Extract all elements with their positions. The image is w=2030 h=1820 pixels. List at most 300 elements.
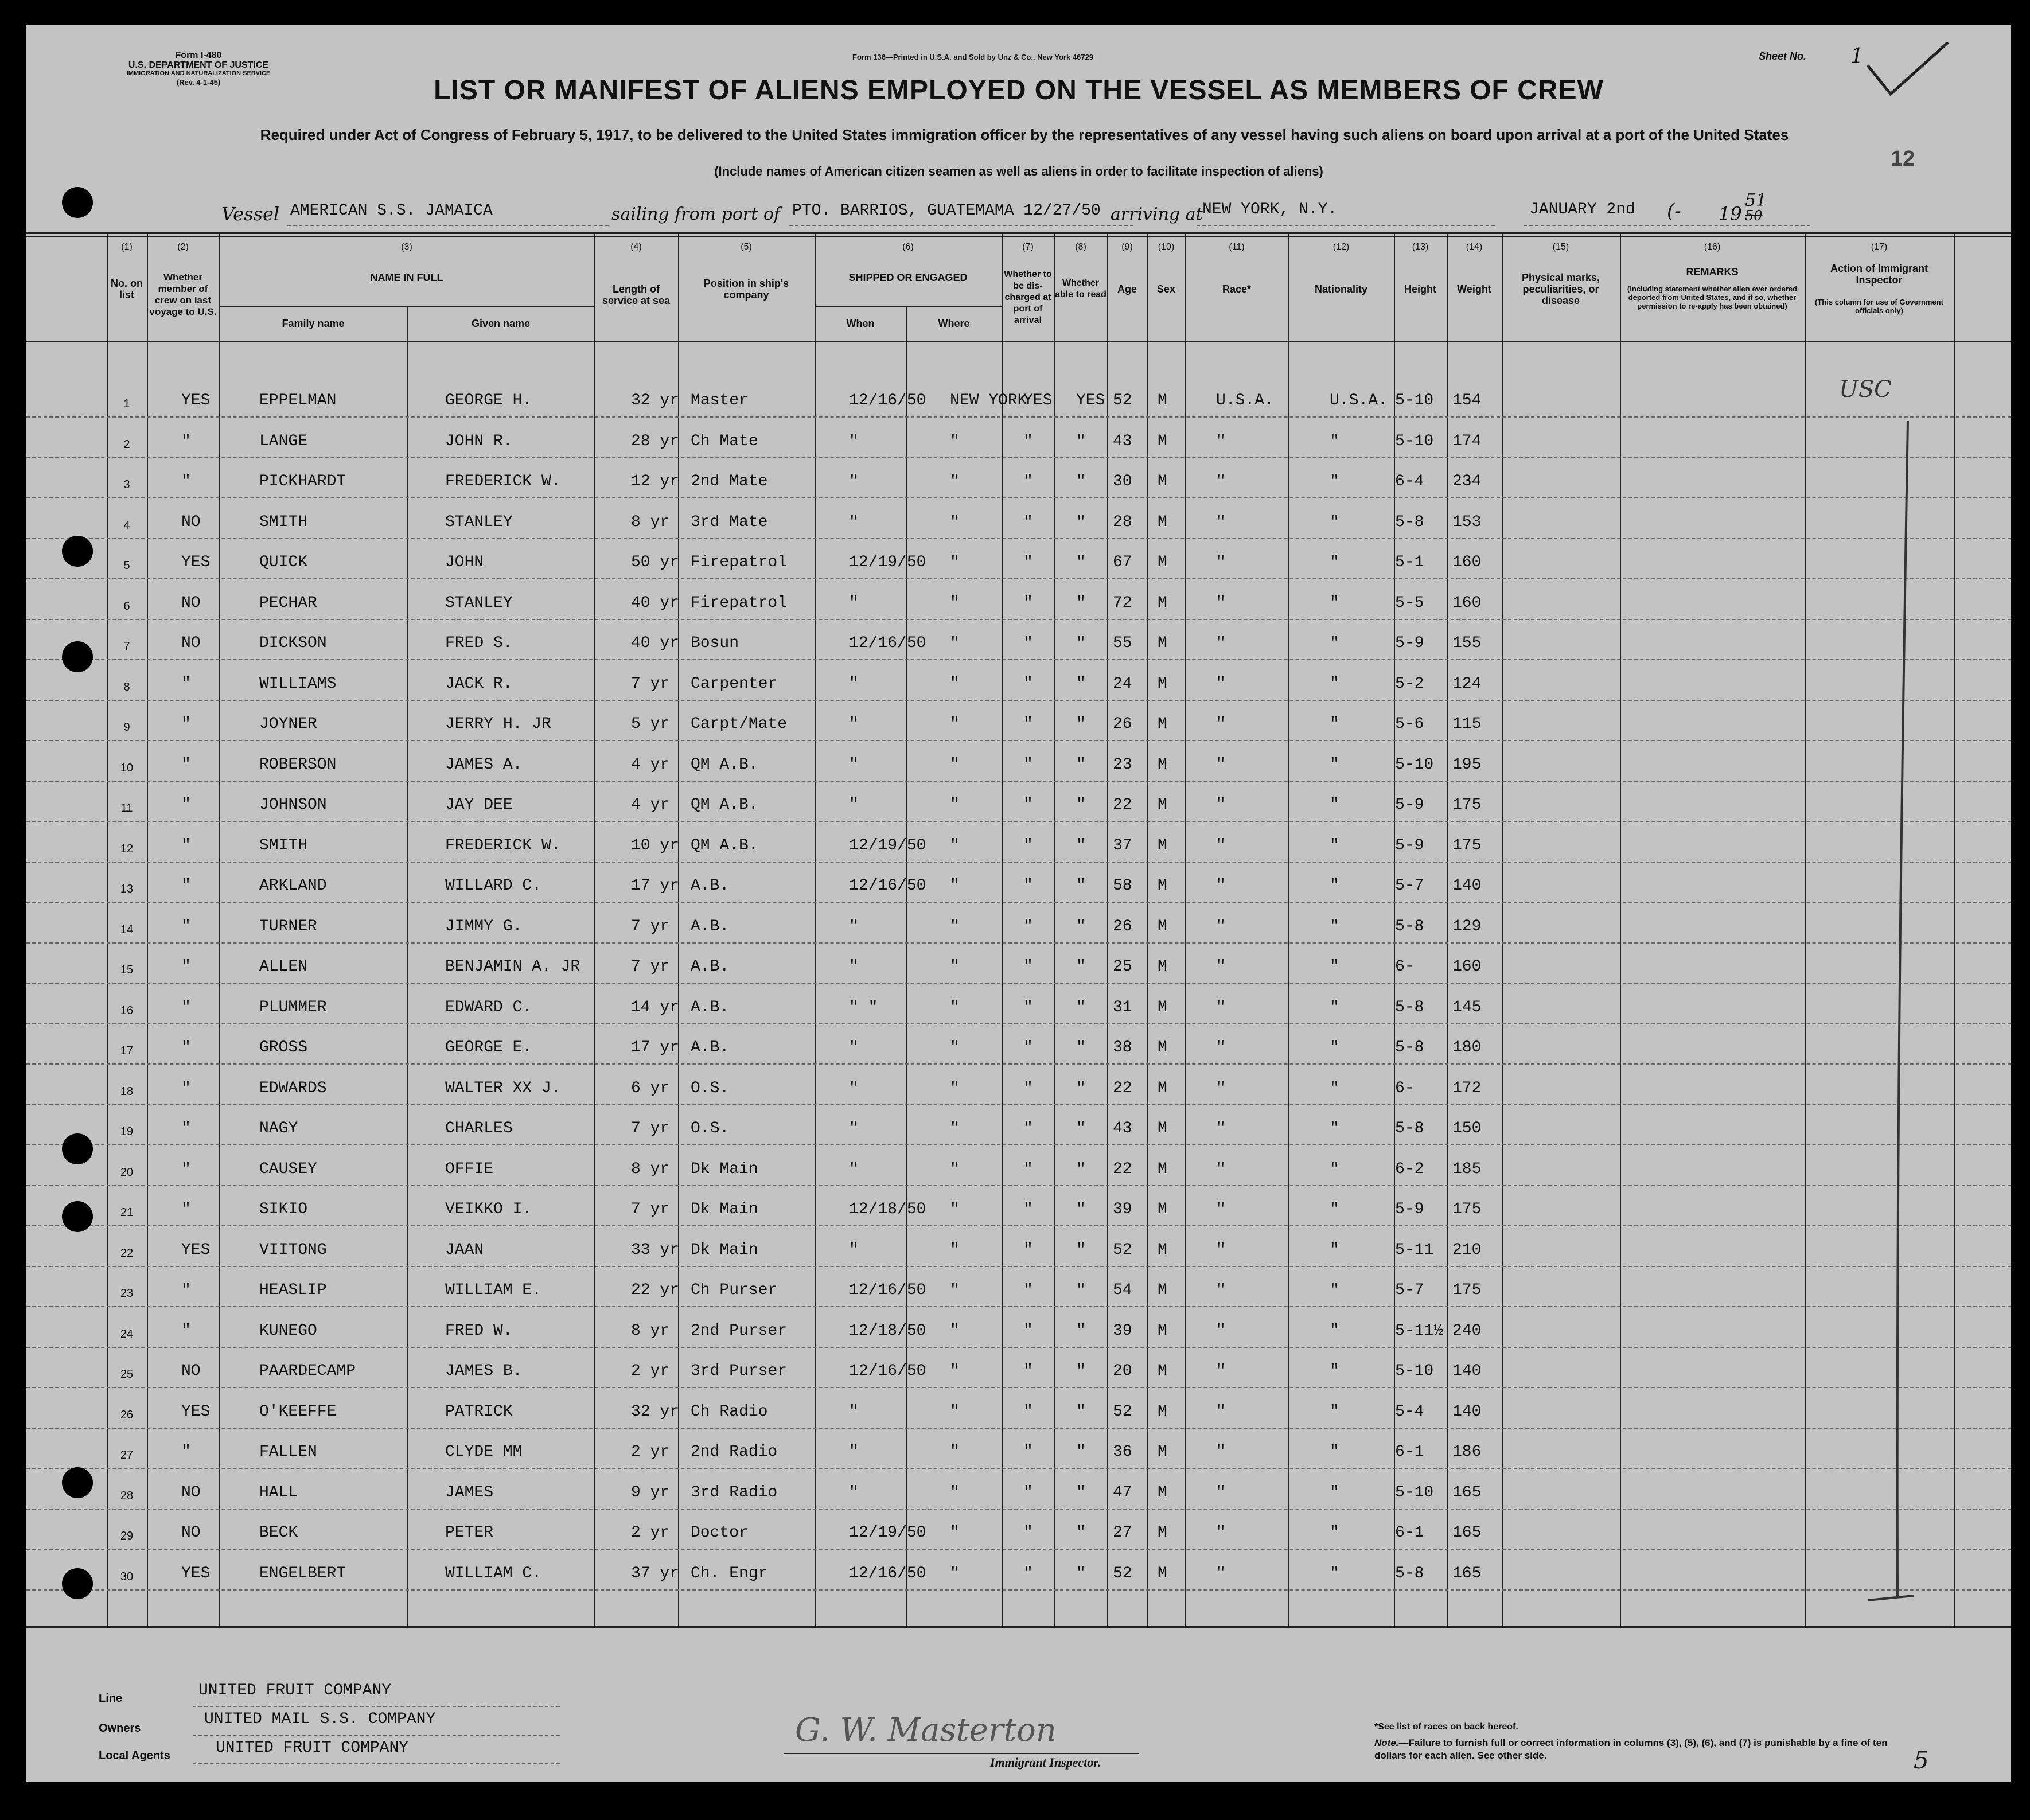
cell-when: 12/18/50	[849, 1322, 926, 1340]
cell-race: "	[1216, 513, 1226, 531]
cell-family: GROSS	[259, 1039, 308, 1057]
cell-race: "	[1216, 917, 1226, 936]
cell-weight: 115	[1452, 715, 1482, 733]
cell-height: 5-9	[1395, 836, 1424, 855]
cell-weight: 234	[1452, 473, 1482, 490]
cell-when: 12/16/50	[849, 1362, 926, 1380]
cell-race: "	[1216, 473, 1226, 490]
cell-nat: "	[1330, 1322, 1339, 1340]
vessel-underline	[287, 225, 609, 226]
cell-sex: M	[1158, 473, 1167, 490]
cell-when: 12/19/50	[849, 1524, 926, 1542]
row-rule	[26, 538, 2011, 539]
row-rule	[26, 942, 2011, 944]
cell-weight: 124	[1452, 675, 1482, 693]
cell-sex: M	[1158, 877, 1167, 895]
cell-family: EPPELMAN	[259, 392, 337, 410]
row-rule	[26, 1023, 2011, 1024]
cell-age: 72	[1113, 594, 1132, 612]
owners-underline	[193, 1735, 560, 1736]
cell-service: 8 yr	[631, 1322, 670, 1340]
row-rule	[26, 983, 2011, 984]
cell-no: 24	[120, 1327, 134, 1340]
cell-nat: "	[1330, 998, 1339, 1016]
cell-position: Master	[691, 392, 749, 410]
cell-race: "	[1216, 634, 1226, 652]
cell-nat: "	[1330, 1079, 1339, 1097]
cell-no: 11	[120, 802, 133, 814]
cell-age: 67	[1113, 554, 1132, 571]
row-rule	[26, 1185, 2011, 1186]
cell-height: 6-1	[1395, 1524, 1424, 1542]
cell-family: ALLEN	[259, 958, 308, 976]
cell-sex: M	[1158, 1443, 1167, 1461]
cell-when: "	[849, 1039, 859, 1057]
cell-no: 22	[120, 1246, 134, 1260]
cell-where: "	[950, 715, 960, 733]
cell-given: JOHN R.	[445, 432, 513, 450]
cell-height: 6-1	[1395, 1443, 1424, 1461]
cell-given: WILLIAM E.	[445, 1281, 542, 1299]
stamp-number: 12	[1891, 147, 1915, 171]
cell-disch: "	[1023, 1120, 1033, 1137]
cell-no: 27	[120, 1449, 134, 1462]
cell-disch: "	[1023, 836, 1033, 855]
cell-weight: 195	[1452, 755, 1482, 774]
cell-no: 14	[120, 923, 134, 936]
cell-disch: "	[1023, 958, 1033, 976]
cell-sex: M	[1158, 1564, 1167, 1583]
cell-height: 6-2	[1395, 1160, 1424, 1178]
cell-service: 33 yr	[631, 1241, 680, 1259]
manifest-sheet	[26, 25, 2011, 1782]
row-rule	[26, 1387, 2011, 1388]
cell-no: 8	[123, 680, 130, 693]
cell-given: PETER	[445, 1524, 494, 1542]
cell-sex: M	[1158, 392, 1167, 410]
cell-given: JAAN	[445, 1241, 484, 1259]
table-row	[26, 1473, 2011, 1513]
cell-height: 5-9	[1395, 1201, 1424, 1218]
cell-age: 28	[1113, 513, 1132, 531]
cell-where: "	[950, 1443, 960, 1461]
cell-height: 5-7	[1395, 877, 1424, 895]
row-rule	[26, 1549, 2011, 1550]
cell-sex: M	[1158, 1524, 1167, 1542]
cell-disch: "	[1023, 1362, 1033, 1380]
cell-family: WILLIAMS	[259, 675, 337, 693]
cell-read: "	[1076, 1322, 1086, 1340]
cell-race: "	[1216, 836, 1226, 855]
cell-age: 47	[1113, 1483, 1132, 1502]
cell-no: 26	[120, 1408, 134, 1421]
cell-given: FREDERICK W.	[445, 836, 561, 855]
cell-read: "	[1076, 958, 1086, 976]
cell-age: 52	[1113, 1241, 1132, 1259]
inspector-label: Immigrant Inspector.	[990, 1755, 1101, 1770]
cell-no: 9	[123, 721, 130, 734]
cell-read: "	[1076, 998, 1086, 1016]
cell-weight: 160	[1452, 958, 1482, 976]
cell-no: 18	[120, 1085, 134, 1098]
cell-weight: 172	[1452, 1079, 1482, 1097]
cell-race: U.S.A.	[1216, 392, 1274, 410]
row-rule	[26, 781, 2011, 782]
cell-family: NAGY	[259, 1120, 298, 1137]
cell-last: YES	[181, 1402, 211, 1421]
cell-weight: 175	[1452, 836, 1482, 855]
table-row	[26, 1513, 2011, 1553]
cell-race: "	[1216, 877, 1226, 895]
punch-hole	[62, 187, 93, 218]
cell-nat: U.S.A.	[1330, 392, 1388, 410]
cell-when: 12/19/50	[849, 836, 926, 855]
cell-when: 12/16/50	[849, 877, 926, 895]
cell-read: "	[1076, 473, 1086, 490]
cell-height: 5-8	[1395, 917, 1424, 936]
cell-when: "	[849, 513, 859, 531]
cell-family: ROBERSON	[259, 755, 337, 774]
cell-sex: M	[1158, 836, 1167, 855]
cell-sex: M	[1158, 1483, 1167, 1502]
cell-no: 13	[120, 883, 134, 895]
cell-age: 43	[1113, 1120, 1132, 1137]
cell-weight: 140	[1452, 1402, 1482, 1421]
cell-age: 31	[1113, 998, 1132, 1016]
cell-when: 12/16/50	[849, 392, 926, 410]
cell-read: "	[1076, 917, 1086, 936]
cell-when: "	[849, 1241, 859, 1259]
cell-where: "	[950, 917, 960, 936]
col5-num: (5)	[741, 242, 752, 252]
cell-last: NO	[181, 1483, 201, 1502]
cell-when: "	[849, 715, 859, 733]
cell-service: 9 yr	[631, 1483, 670, 1502]
cell-position: A.B.	[691, 998, 730, 1016]
cell-weight: 180	[1452, 1039, 1482, 1057]
cell-given: CLYDE MM	[445, 1443, 523, 1461]
cell-height: 5-10	[1395, 432, 1434, 450]
cell-read: "	[1076, 715, 1086, 733]
cell-height: 5-1	[1395, 554, 1424, 571]
cell-race: "	[1216, 1362, 1226, 1380]
cell-last: NO	[181, 594, 201, 612]
cell-age: 37	[1113, 836, 1132, 855]
cell-height: 5-10	[1395, 1483, 1434, 1502]
cell-where: "	[950, 675, 960, 693]
cell-nat: "	[1330, 877, 1339, 895]
cell-position: 3rd Radio	[691, 1483, 778, 1502]
action-note: USC	[1839, 376, 1892, 403]
col14-num: (14)	[1466, 242, 1483, 252]
cell-weight: 175	[1452, 1281, 1482, 1299]
cell-read: "	[1076, 1241, 1086, 1259]
cell-sex: M	[1158, 715, 1167, 733]
cell-read: "	[1076, 1402, 1086, 1421]
row-rule	[26, 1509, 2011, 1510]
col5-header: Position in ship's company	[703, 278, 789, 301]
cell-read: "	[1076, 1564, 1086, 1583]
row-rule	[26, 1428, 2011, 1429]
cell-when: "	[849, 917, 859, 936]
table-row	[26, 623, 2011, 664]
table-row	[26, 907, 2011, 947]
cell-no: 6	[123, 599, 130, 613]
cell-given: JERRY H. JR	[445, 715, 551, 733]
cell-nat: "	[1330, 1483, 1339, 1502]
cell-disch: "	[1023, 554, 1033, 571]
cell-where: "	[950, 1241, 960, 1259]
cell-where: "	[950, 1201, 960, 1218]
cell-height: 6-	[1395, 1079, 1415, 1097]
cell-no: 3	[123, 478, 130, 491]
col6-header: SHIPPED OR ENGAGED	[848, 272, 968, 283]
cell-service: 14 yr	[631, 998, 680, 1016]
cell-sex: M	[1158, 1039, 1167, 1057]
cell-last: "	[181, 1443, 191, 1461]
cell-age: 30	[1113, 473, 1132, 490]
cell-family: HEASLIP	[259, 1281, 327, 1299]
cell-family: PLUMMER	[259, 998, 327, 1016]
col3-given-header: Given name	[471, 318, 531, 329]
cell-age: 38	[1113, 1039, 1132, 1057]
cell-service: 17 yr	[631, 1039, 680, 1057]
col17-header: Action of Immigrant Inspector	[1830, 263, 1928, 286]
line-company: UNITED FRUIT COMPANY	[198, 1682, 392, 1700]
cell-service: 40 yr	[631, 634, 680, 652]
cell-height: 6-	[1395, 958, 1415, 976]
col7-num: (7)	[1022, 242, 1034, 252]
cell-where: "	[950, 1402, 960, 1421]
table-bottom-rule	[26, 1626, 2011, 1628]
fine-note-label: Note.	[1374, 1737, 1399, 1748]
sailing-label: sailing from port of	[611, 204, 780, 224]
cell-weight: 240	[1452, 1322, 1482, 1340]
cell-family: PICKHARDT	[259, 473, 346, 490]
cell-when: "	[849, 1079, 859, 1097]
cell-sex: M	[1158, 1201, 1167, 1218]
cell-service: 7 yr	[631, 917, 670, 936]
ditto-bracket-icon	[1862, 415, 1931, 1643]
cell-where: "	[950, 1564, 960, 1583]
col4-num: (4)	[630, 242, 642, 252]
cell-family: SMITH	[259, 836, 308, 855]
cell-height: 5-6	[1395, 715, 1424, 733]
table-row	[26, 826, 2011, 866]
cell-read: "	[1076, 554, 1086, 571]
cell-no: 20	[120, 1166, 134, 1179]
cell-position: Ch Mate	[691, 432, 758, 450]
cell-disch: "	[1023, 473, 1033, 490]
cell-height: 5-10	[1395, 392, 1434, 410]
cell-family: SIKIO	[259, 1201, 308, 1218]
cell-given: JACK R.	[445, 675, 513, 693]
row-rule	[26, 862, 2011, 863]
cell-no: 12	[120, 842, 134, 855]
cell-race: "	[1216, 1402, 1226, 1421]
cell-family: JOHNSON	[259, 796, 327, 814]
cell-position: Ch. Engr	[691, 1564, 768, 1583]
col9-header: Age	[1117, 283, 1137, 295]
cell-when: 12/16/50	[849, 634, 926, 652]
cell-sex: M	[1158, 554, 1167, 571]
table-row	[26, 785, 2011, 825]
cell-when: 12/16/50	[849, 1281, 926, 1299]
cell-last: YES	[181, 392, 211, 410]
cell-family: ENGELBERT	[259, 1564, 346, 1583]
cell-age: 55	[1113, 634, 1132, 652]
cell-sex: M	[1158, 675, 1167, 693]
col1-num: (1)	[121, 242, 133, 252]
table-row	[26, 704, 2011, 745]
cell-family: VIITONG	[259, 1241, 327, 1259]
cell-sex: M	[1158, 755, 1167, 774]
col12-header: Nationality	[1314, 283, 1367, 295]
cell-nat: "	[1330, 1362, 1339, 1380]
col15-header: Physical marks, peculiarities, or disease	[1521, 272, 1600, 306]
col12-num: (12)	[1332, 242, 1350, 252]
cell-position: Dk Main	[691, 1160, 758, 1178]
cell-given: CHARLES	[445, 1120, 513, 1137]
cell-race: "	[1216, 715, 1226, 733]
cell-age: 39	[1113, 1322, 1132, 1340]
cell-where: "	[950, 513, 960, 531]
cell-where: NEW YORK	[950, 392, 1027, 410]
cell-no: 19	[120, 1125, 134, 1138]
table-row	[26, 745, 2011, 785]
cell-given: STANLEY	[445, 513, 513, 531]
cell-age: 52	[1113, 1402, 1132, 1421]
cell-last: "	[181, 1322, 191, 1340]
line-underline	[193, 1706, 560, 1707]
col17-subheader: (This column for use of Government officials only)	[1815, 298, 1943, 315]
col6-where-header: Where	[938, 318, 970, 329]
col16-num: (16)	[1704, 242, 1721, 252]
cell-height: 5-8	[1395, 998, 1424, 1016]
cell-read: "	[1076, 1524, 1086, 1542]
corner-mark: 5	[1914, 1746, 1929, 1774]
cell-position: A.B.	[691, 958, 730, 976]
cell-height: 5-8	[1395, 1564, 1424, 1583]
cell-position: A.B.	[691, 917, 730, 936]
cell-nat: "	[1330, 755, 1339, 774]
cell-disch: "	[1023, 1524, 1033, 1542]
cell-where: "	[950, 1160, 960, 1178]
row-rule	[26, 740, 2011, 741]
cell-where: "	[950, 1120, 960, 1137]
cell-service: 5 yr	[631, 715, 670, 733]
cell-last: NO	[181, 634, 201, 652]
cell-where: "	[950, 1524, 960, 1542]
cell-position: Dk Main	[691, 1201, 758, 1218]
table-row	[26, 1351, 2011, 1392]
col9-num: (9)	[1121, 242, 1133, 252]
col10-num: (10)	[1158, 242, 1175, 252]
cell-last: "	[181, 877, 191, 895]
cell-family: ARKLAND	[259, 877, 327, 895]
row-rule	[26, 457, 2011, 458]
cell-where: "	[950, 1281, 960, 1299]
page-title: LIST OR MANIFEST OF ALIENS EMPLOYED ON THE VESSEL AS MEMBERS OF CREW	[434, 75, 1604, 106]
cell-no: 17	[120, 1045, 134, 1057]
agents-company: UNITED FRUIT COMPANY	[216, 1739, 409, 1757]
table-row	[26, 866, 2011, 906]
cell-last: "	[181, 1039, 191, 1057]
cell-nat: "	[1330, 1160, 1339, 1178]
cell-read: "	[1076, 594, 1086, 612]
cell-given: BENJAMIN A. JR	[445, 958, 580, 976]
cell-sex: M	[1158, 998, 1167, 1016]
vessel-name: AMERICAN S.S. JAMAICA	[290, 202, 493, 220]
col1-header: No. on list	[111, 278, 143, 301]
cell-nat: "	[1330, 1201, 1339, 1218]
cell-read: YES	[1076, 392, 1105, 410]
cell-race: "	[1216, 1322, 1226, 1340]
cell-no: 2	[123, 438, 130, 451]
cell-height: 5-8	[1395, 1039, 1424, 1057]
cell-last: NO	[181, 1362, 201, 1380]
cell-family: HALL	[259, 1483, 298, 1502]
cell-no: 21	[120, 1206, 134, 1219]
cell-disch: "	[1023, 796, 1033, 814]
row-rule	[26, 1266, 2011, 1267]
cell-given: FRED W.	[445, 1322, 513, 1340]
cell-given: GEORGE E.	[445, 1039, 532, 1057]
col14-header: Weight	[1457, 283, 1491, 295]
cell-family: PECHAR	[259, 594, 317, 612]
row-rule	[26, 1144, 2011, 1145]
table-row	[26, 1554, 2011, 1594]
cell-where: "	[950, 877, 960, 895]
table-row	[26, 1190, 2011, 1230]
cell-weight: 160	[1452, 554, 1482, 571]
cell-where: "	[950, 958, 960, 976]
cell-age: 36	[1113, 1443, 1132, 1461]
cell-nat: "	[1330, 917, 1339, 936]
cell-race: "	[1216, 1564, 1226, 1583]
cell-nat: "	[1330, 634, 1339, 652]
cell-service: 32 yr	[631, 1402, 680, 1421]
table-row	[26, 1028, 2011, 1068]
cell-given: WILLARD C.	[445, 877, 542, 895]
row-rule	[26, 1306, 2011, 1307]
row-rule	[26, 497, 2011, 498]
cell-sex: M	[1158, 1241, 1167, 1259]
cell-nat: "	[1330, 1443, 1339, 1461]
cell-given: JOHN	[445, 554, 484, 571]
cell-nat: "	[1330, 1120, 1339, 1137]
cell-race: "	[1216, 432, 1226, 450]
table-row	[26, 1311, 2011, 1351]
service-name: IMMIGRATION AND NATURALIZATION SERVICE	[126, 70, 271, 77]
cell-read: "	[1076, 432, 1086, 450]
fine-note-text: —Failure to furnish full or correct information in columns (3), (5), (6), and (7) is punishable by a fine of ten dollars for each alien. See other side.	[1374, 1737, 1888, 1761]
cell-nat: "	[1330, 513, 1339, 531]
cell-read: "	[1076, 1483, 1086, 1502]
cell-last: "	[181, 958, 191, 976]
cell-position: Ch Purser	[691, 1281, 778, 1299]
cell-read: "	[1076, 634, 1086, 652]
cell-service: 2 yr	[631, 1524, 670, 1542]
punch-hole	[62, 536, 93, 567]
cell-race: "	[1216, 1039, 1226, 1057]
cell-read: "	[1076, 675, 1086, 693]
col15-num: (15)	[1552, 242, 1569, 252]
cell-family: O'KEEFFE	[259, 1402, 337, 1421]
cell-given: JAMES A.	[445, 755, 523, 774]
cell-last: YES	[181, 554, 211, 571]
cell-weight: 210	[1452, 1241, 1482, 1259]
